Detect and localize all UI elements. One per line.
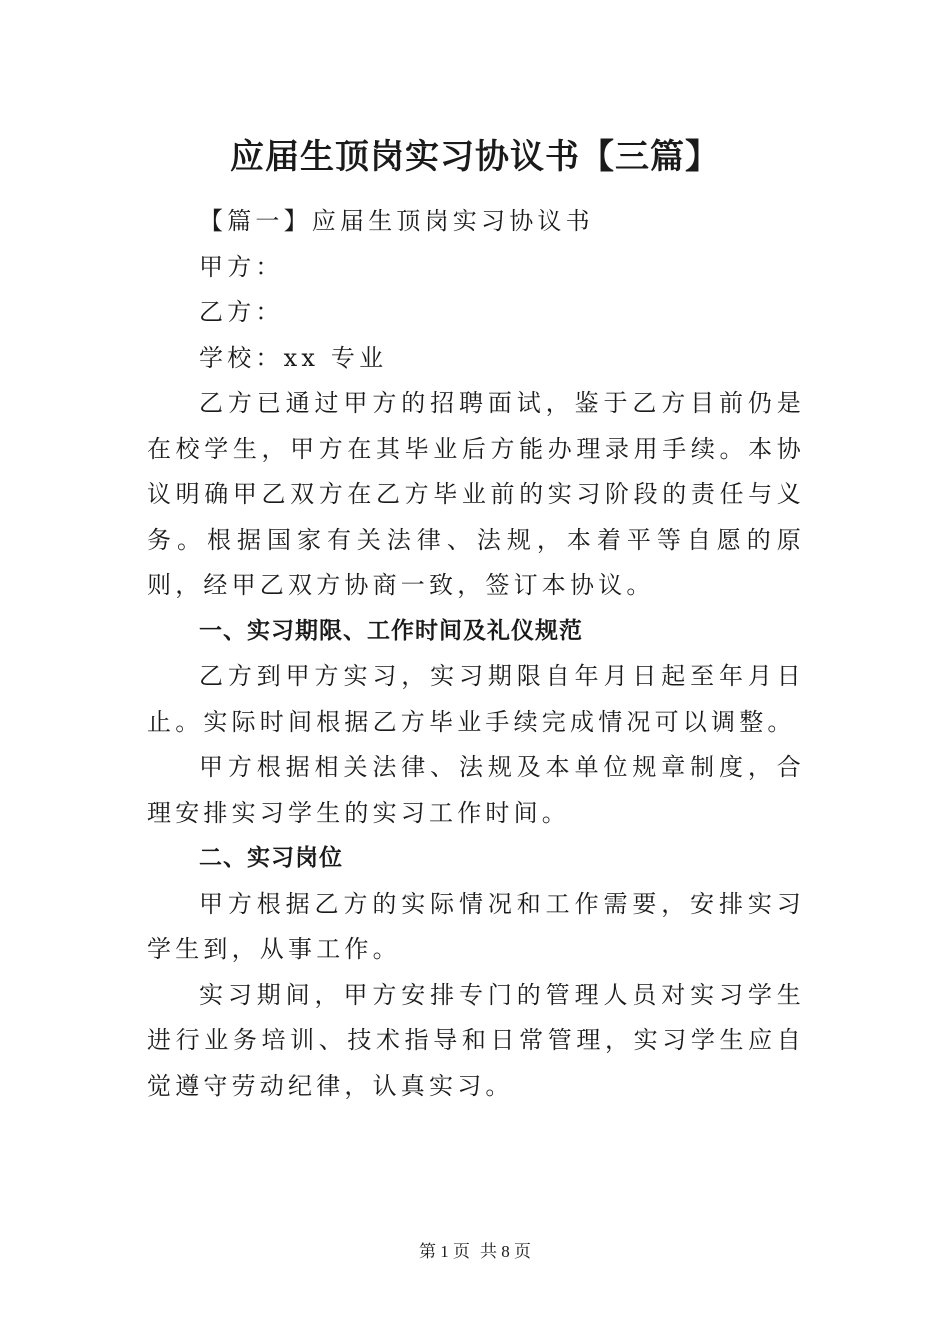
page-number-total: 共 8 页 (480, 1242, 531, 1261)
school-line: 学校：xx 专业 (199, 343, 388, 372)
section-1-paragraph-1: 乙方到甲方实习，实习期限自年月日起至年月日止。实际时间根据乙方毕业手续完成情况可以调整。 (147, 662, 805, 736)
section-subtitle: 【篇一】应届生顶岗实习协议书 (199, 207, 594, 235)
page-footer (0, 1240, 950, 1264)
page-number-current: 第 1 页 (419, 1242, 470, 1261)
section-2-heading: 二、实习岗位 (199, 845, 343, 871)
document-body (147, 199, 805, 1109)
intro-paragraph: 乙方已通过甲方的招聘面试，鉴于乙方目前仍是在校学生，甲方在其毕业后方能办理录用手续。本协议明确甲乙双方在乙方毕业前的实习阶段的责任与义务。根据国家有关法律、法规，本着平等自愿的原则，经甲乙双方协商一致，签订本协议。 (147, 389, 805, 599)
section-2-paragraph-2: 实习期间，甲方安排专门的管理人员对实习学生进行业务培训、技术指导和日常管理，实习学生应自觉遵守劳动纪律，认真实习。 (147, 980, 805, 1100)
document-title: 应届生顶岗实习协议书【三篇】 (230, 137, 720, 177)
section-2-paragraph-1: 甲方根据乙方的实际情况和工作需要，安排实习学生到，从事工作。 (147, 889, 805, 963)
section-1-heading: 一、实习期限、工作时间及礼仪规范 (199, 617, 583, 644)
party-b-line: 乙方： (199, 298, 284, 326)
party-a-line: 甲方： (199, 252, 284, 281)
section-1-paragraph-2: 甲方根据相关法律、法规及本单位规章制度，合理安排实习学生的实习工作时间。 (147, 753, 805, 827)
